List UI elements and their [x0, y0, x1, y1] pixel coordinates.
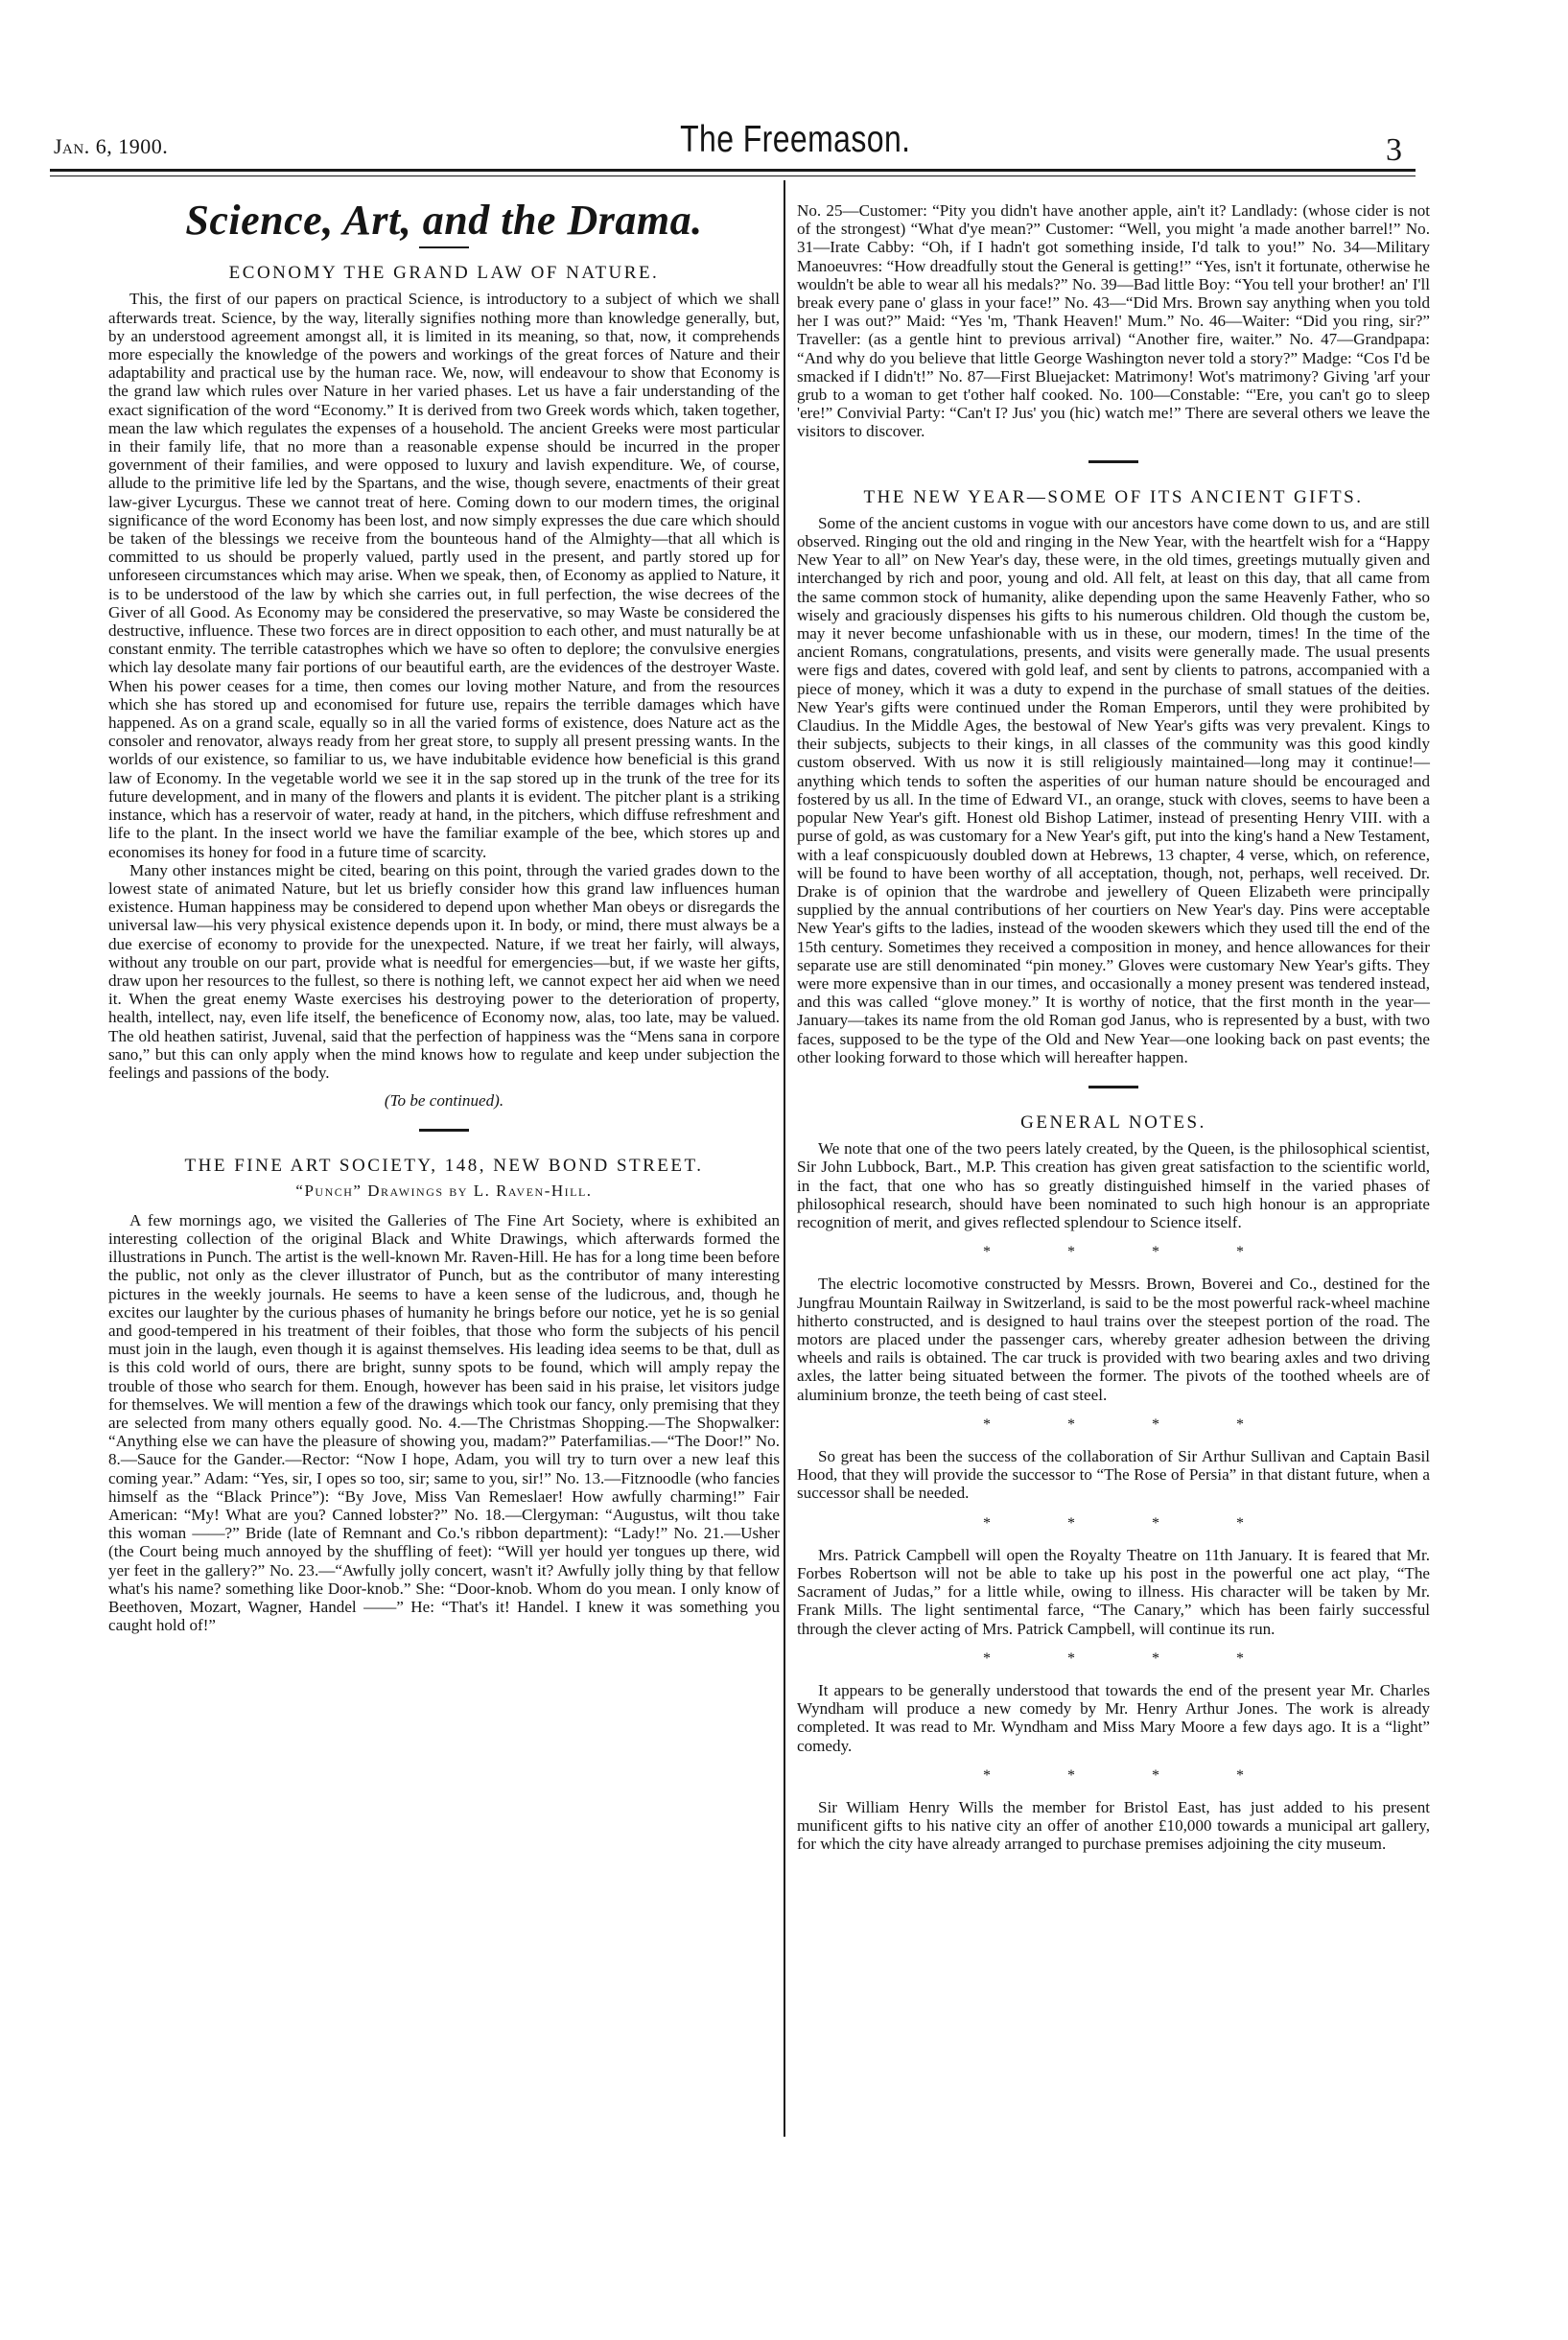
separator-rule — [1088, 460, 1138, 463]
issue-date: Jan. 6, 1900. — [54, 134, 169, 158]
column-divider — [784, 180, 785, 2137]
section-title: Science, Art, and the Drama. — [185, 197, 703, 244]
article-fine-art-society — [108, 1157, 780, 1634]
article-economy — [108, 264, 780, 1110]
article-continuation: No. 25—Customer: “Pity you didn't have another apple, ain't it? Landlady: (whose cider is not of the strongest) “What d'ye mean?” Customer: “Well, you might 'a made another barrel!” No. 31—Irate Cabby: “Oh, if I hadn't got something inside, I'd talk to you!” No. 34—Military Manoeuvres: “How dreadfully stout the General is getting!” “Yes, isn't it fortunate, otherwise he wouldn't be able to wear all his medals?” No. 39—Bad little Boy: “You tell your brother! an' I'll break every pane o' glass in your face!” No. 43—“Did Mrs. Brown say anything when you told her I was out?” Maid: “Yes 'm, 'Thank Heaven!' Mum.” No. 46—Waiter: “Did you ring, sir?” Traveller: (as a gentle hint to previous arrival) “Another fire, waiter.” No. 47—Grandpapa: “And why do you believe that little George Washington never told a story?” Madge: “Cos I'd be smacked if I didn't!” No. 87—First Bluejacket: Matrimony! Wot's matrimony? Giving 'arf your grub to a woman to get t'other half cooked. No. 100—Constable: “'Ere, you can't go to sleep 'ere!” Convivial Party: “Can't I? Jus' you (hic) watch me!” There are several others we leave the visitors to discover. — [797, 201, 1430, 441]
article-heading: THE NEW YEAR—SOME OF ITS ANCIENT GIFTS. — [863, 486, 1364, 507]
article-new-year-gifts — [797, 488, 1430, 1066]
note-paragraph: It appears to be generally understood that towards the end of the present year Mr. Charles Wyndham will produce a new comedy by Mr. Henry Arthur Jones. The work is already completed. It was read to Mr. Wyndham and Miss Mary Moore a few days ago. It is a “light” comedy. — [797, 1681, 1430, 1755]
separator-rule — [419, 246, 469, 248]
article-paragraph: Many other instances might be cited, bearing on this point, through the varied grades down to the lowest state of animated Nature, but let us briefly consider how this grand law influences human existence. Human happiness may be considered to depend upon whether Man obeys or disregards the universal law—his very physical existence depends upon it. In body, or mind, there must always be a due exercise of economy to provide for the unexpected. Nature, if we treat her fairly, will always, without any trouble on our part, provide what is needful for emergencies—but, if we waste her gifts, draw upon her resources to the fullest, so there is nothing left, we cannot expect her aid when we need it. When the great enemy Waste exercises his destroying power to the deterioration of property, health, intellect, nay, even life itself, the beneficence of Economy now, alas, too late, may be valued. The old heathen satirist, Juvenal, said that the perfection of happiness was the “Mens sana in corpore sano,” but this can only apply when the mind knows how to regulate and keep under subjection the feelings and passions of the body. — [108, 860, 780, 1082]
note-paragraph: Sir William Henry Wills the member for Bristol East, has just added to his present munificent gifts to his native city an offer of another £10,000 towards a municipal art gallery, for which the city have already arranged to purchase premises adjoining the city museum. — [797, 1798, 1430, 1854]
note-paragraph: The electric locomotive constructed by Messrs. Brown, Boverei and Co., destined for the Jungfrau Mountain Railway in Switzerland, is said to be the most powerful rack-wheel machine hitherto constructed, and is designed to haul trains over the steepest portion of the road. The motors are placed under the passenger cars, whereby greater adhesion between the driving wheels and rails is obtained. The car truck is provided with two bearing axles and two driving axles, the latter being situated between the former. The pivots of the toothed wheels are of aluminium bronze, the teeth being of cast steel. — [797, 1275, 1430, 1404]
masthead-rule-thick — [50, 169, 1416, 172]
note-paragraph: We note that one of the two peers lately created, by the Queen, is the philosophical scientist, Sir John Lubbock, Bart., M.P. This creation has given great satisfaction to the scientific world, in the fact, that one who has so greatly distinguished himself in the varied phases of philosophical research, should have been nominated to such high honour is an appropriate recognition of merit, and gives reflected splendour to Science itself. — [797, 1139, 1430, 1231]
left-column — [108, 197, 780, 1635]
article-paragraph: A few mornings ago, we visited the Galleries of The Fine Art Society, where is exhibited an interesting collection of the original Black and White Drawings, which afterwards formed the illustrations in Punch. The artist is the well-known Mr. Raven-Hill. He has for a long time been before the public, not only as the clever illustrator of Punch, but as the contributor of many interesting pictures in the weekly journals. He seems to have a keen sense of the ludicrous, and, though he excites our laughter by the curious phases of humanity he brings before our notice, yet he is so genial and good-tempered in his treatment of their foibles, that those who form the subjects of his pencil must join in the laugh, even though it is against themselves. His leading idea seems to be that, dull as is this cold world of ours, there are bright, sunny spots to be found, which will amply repay the trouble of those who search for them. Enough, however has been said in his praise, let visitors judge for themselves. We will mention a few of the drawings which took our fancy, only premising that they are selected from many others equally good. No. 4.—The Christmas Shopping.—The Shopwalker: “Anything else we can have the pleasure of showing you, madam?” Paterfamilias.—“The Door!” No. 8.—Sauce for the Gander.—Rector: “Now I hope, Adam, you will try to turn over a new leaf this coming year.” Adam: “Yes, sir, I opes so too, sir; same to you, sir!” No. 13.—Fitznoodle (who fancies himself as the “Black Prince”): “By Jove, Miss Van Remeslaer! How awfully charming!” Fair American: “My! What are you? Canned lobster?” No. 18.—Clergyman: “Augustus, wilt thou take this woman ——?” Bride (late of Remnant and Co.'s ribbon department): “Lady!” No. 21.—Usher (the Court being much annoyed by the shuffling of feet): “Will yer hould yer tongues up there, wid yer feet in the gallery?” No. 23.—“Awfully jolly concert, wasn't it? Awfully jolly thing by that fellow what's his name? something like Door-knob.” She: “Door-knob. Whom do you mean. I only know of Beethoven, Mozart, Wagner, Handel ——” He: “That's it! Handel. I knew it was something you caught hold of!” — [108, 1210, 780, 1635]
article-paragraph: This, the first of our papers on practical Science, is introductory to a subject of which we shall afterwards treat. Science, by the way, literally signifies nothing more than knowledge generally, but, by an understood agreement amongst all, it is limited in its meaning, so that, now, it comprehends more especially the knowledge of the powers and workings of the great forces of Nature and their adaptability and practical use by the human race. We, now, will endeavour to show that Economy is the grand law which rules over Nature in her varied phases. Let us have a fair understanding of the exact signification of the word “Economy.” It is derived from two Greek words which, taken together, mean the law which regulates the expenses of a household. The ancient Greeks were most particular in their family life, that no more than a reasonable expense should be incurred in the proper government of their families, and were opposed to luxury and lavish expenditure. We, of course, allude to the primitive life led by the Spartans, and the wise, though severe, enactments of their great law-giver Lycurgus. These we cannot treat of here. Coming down to our modern times, the original significance of the word Economy has been lost, and now simply expresses the due care which should be taken of the blessings we receive from the bounteous hand of the Almighty—that all which is committed to us should be properly valued, partly used in the present, and partly stored up for unforeseen circumstances which may arise. When we speak, then, of Economy as applied to Nature, it is to be understood of the law by which she carries out, in full perfection, the wise decrees of the Giver of all Good. As Economy may be considered the preservative, so may Waste be considered the destructive, influence. These two forces are in direct opposition to each other, and must naturally be at constant enmity. The terrible catastrophes which we have so often to deplore; the convulsive energies which lay desolate many fair portions of our beautiful earth, are the evidences of the destroyer Waste. When his power ceases for a time, then comes our loving mother Nature, and from the resources which she has stored up and economised for future use, repairs the terrible damages which have happened. As on a grand scale, equally so in all the varied forms of existence, does Nature act as the consoler and renovator, always ready from her great store, to supply all present pressing wants. In the worlds of our existence, so familiar to us, we have indubitable evidence how beneficial is this grand law of Economy. In the vegetable world we see it in the sap stored up in the trunk of the tree for its future development, and in many of the flowers and plants it is evident. The pitcher plant is a striking instance, which has a reservoir of water, ready at hand, in the pitchers, which diffuse refreshment and life to the plant. In the insect world we have the familiar example of the bee, which stores up and economises its honey for food in a future time of scarcity. — [108, 290, 780, 861]
asterism-separator: * * * * — [983, 1767, 1280, 1784]
to-be-continued: (To be continued). — [384, 1091, 504, 1111]
article-subheading: “Punch” Drawings by L. Raven-Hill. — [295, 1181, 593, 1200]
page-number: 3 — [1386, 132, 1402, 168]
asterism-separator: * * * * — [983, 1514, 1280, 1532]
asterism-separator: * * * * — [983, 1416, 1280, 1433]
right-column — [797, 201, 1430, 1854]
article-general-notes — [797, 1113, 1430, 1854]
article-heading: ECONOMY THE GRAND LAW OF NATURE. — [228, 263, 660, 284]
asterism-separator: * * * * — [983, 1650, 1280, 1667]
article-heading: GENERAL NOTES. — [1020, 1112, 1206, 1133]
publication-title: The Freemason. — [680, 119, 911, 160]
article-heading: THE FINE ART SOCIETY, 148, NEW BOND STREET. — [184, 1156, 704, 1177]
separator-rule — [1088, 1086, 1138, 1088]
separator-rule — [419, 1129, 469, 1132]
note-paragraph: So great has been the success of the collaboration of Sir Arthur Sullivan and Captain Basil Hood, that they will provide the successor to “The Rose of Persia” in that distant future, when a successor shall be needed. — [797, 1446, 1430, 1503]
note-paragraph: Mrs. Patrick Campbell will open the Royalty Theatre on 11th January. It is feared that Mr. Forbes Robertson will not be able to take up his post in the powerful one act play, “The Sacrament of Judas,” for a little while, owing to illness. His character will be taken by Mr. Frank Mills. The light sentimental farce, “The Canary,” which has been fairly successful through the clever acting of Mrs. Patrick Campbell, will continue its run. — [797, 1545, 1430, 1638]
article-paragraph: Some of the ancient customs in vogue with our ancestors have come down to us, and are still observed. Ringing out the old and ringing in the New Year, with the heartfelt wish for a “Happy New Year to all” on New Year's day, these were, in the old times, greetings mutually given and interchanged by rich and poor, young and old. All felt, at least on this day, that all came from the same common stock of humanity, alike depending upon the same Heavenly Father, who so wisely and graciously dispenses his gifts to his numerous children. Old though the custom be, may it never become unfashionable with us in these, our modern, times! In the time of the ancient Romans, congratulations, presents, and visits were generally made. The usual presents were figs and dates, covered with gold leaf, and sent by clients to patrons, accompanied with a piece of money, which it was a duty to expend in the purchase of small statues of the deities. New Year's gifts were continued under the Roman Emperors, until they were prohibited by Claudius. In the Middle Ages, the bestowal of New Year's gifts was very prevalent. Kings to their subjects, subjects to their kings, in all classes of the community was this good kindly custom observed. With us now it is still religiously maintained—long may it continue!—anything which tends to soften the asperities of our human nature should be encouraged and fostered by us all. In the time of Edward VI., an orange, stuck with cloves, seems to have been a popular New Year's gift. Honest old Bishop Latimer, instead of presenting Henry VIII. with a purse of gold, as was customary for a New Year's gift, put into the king's hand a New Testament, with a leaf conspicuously doubled down at Hebrews, 13 chapter, 4 verse, which, on reference, will be found to have been worthy of all acceptation, though, not, perhaps, well received. Dr. Drake is of opinion that the wardrobe and jewellery of Queen Elizabeth were principally supplied by the annual contributions of her courtiers on New Year's day. Pins were acceptable New Year's gifts to the ladies, instead of the wooden skewers which they used till the end of the 15th century. Sometimes they received a composition in money, and hence allowances for their separate use are still denominated “pin money.” Gloves were customary New Year's gifts. They were more expensive than in our times, and occasionally a money present was tendered instead, and this was called “glove money.” It is worthy of notice, that the first month in the year—January—takes its name from the old Roman god Janus, who is represented by a bust, with two faces, supposed to be the type of the Old and New Year—one looking back on past events; the other looking forward to those which will hereafter happen. — [797, 513, 1430, 1066]
asterism-separator: * * * * — [983, 1244, 1280, 1261]
masthead — [0, 0, 1568, 182]
